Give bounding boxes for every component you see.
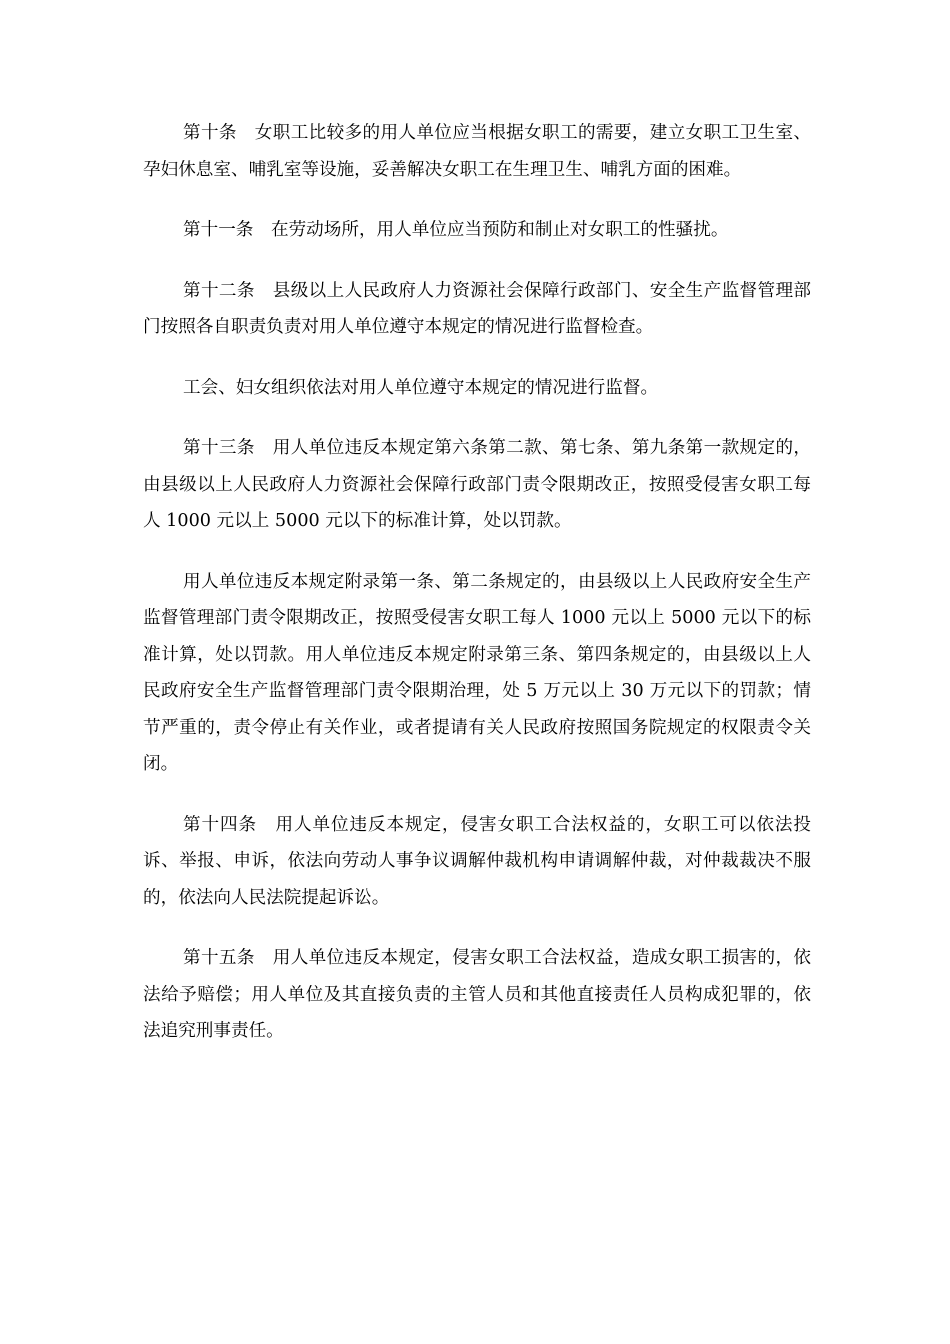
- article-12-supervision-paragraph: 工会、妇女组织依法对用人单位遵守本规定的情况进行监督。: [183, 377, 659, 398]
- article-13-paragraph: 第十三条 用人单位违反本规定第六条第二款、第七条、第九条第一款规定的，由县级以上人民政府人力资源社会保障行政部门责令限期改正，按照受侵害女职工每人 1000 元以上 5000 元以下的标准计算，处以罚款。: [143, 438, 811, 531]
- article-10-paragraph: 第十条 女职工比较多的用人单位应当根据女职工的需要，建立女职工卫生室、孕妇休息室、哺乳室等设施，妥善解决女职工在生理卫生、哺乳方面的困难。: [143, 123, 811, 180]
- article-13-appendix-paragraph: 用人单位违反本规定附录第一条、第二条规定的，由县级以上人民政府安全生产监督管理部门责令限期改正，按照受侵害女职工每人 1000 元以上 5000 元以下的标准计算，处以罚款。用人单位违反本规定附录第三条、第四条规定的，由县级以上人民政府安全生产监督管理部门责令限期治理，处 5 万元以上 30 万元以下的罚款；情节严重的，责令停止有关作业，或者提请有关人民政府按照国务院规定的权限责令关闭。: [143, 571, 811, 774]
- article-12-paragraph: 第十二条 县级以上人民政府人力资源社会保障行政部门、安全生产监督管理部门按照各自职责负责对用人单位遵守本规定的情况进行监督检查。: [143, 280, 811, 337]
- article-14-paragraph: 第十四条 用人单位违反本规定，侵害女职工合法权益的，女职工可以依法投诉、举报、申诉，依法向劳动人事争议调解仲裁机构申请调解仲裁，对仲裁裁决不服的，依法向人民法院提起诉讼。: [143, 814, 811, 908]
- article-11-paragraph: 第十一条 在劳动场所，用人单位应当预防和制止对女职工的性骚扰。: [183, 220, 729, 240]
- document-page: [143, 115, 811, 1074]
- article-15-paragraph: 第十五条 用人单位违反本规定，侵害女职工合法权益，造成女职工损害的，依法给予赔偿；用人单位及其直接负责的主管人员和其他直接责任人员构成犯罪的，依法追究刑事责任。: [143, 948, 811, 1041]
